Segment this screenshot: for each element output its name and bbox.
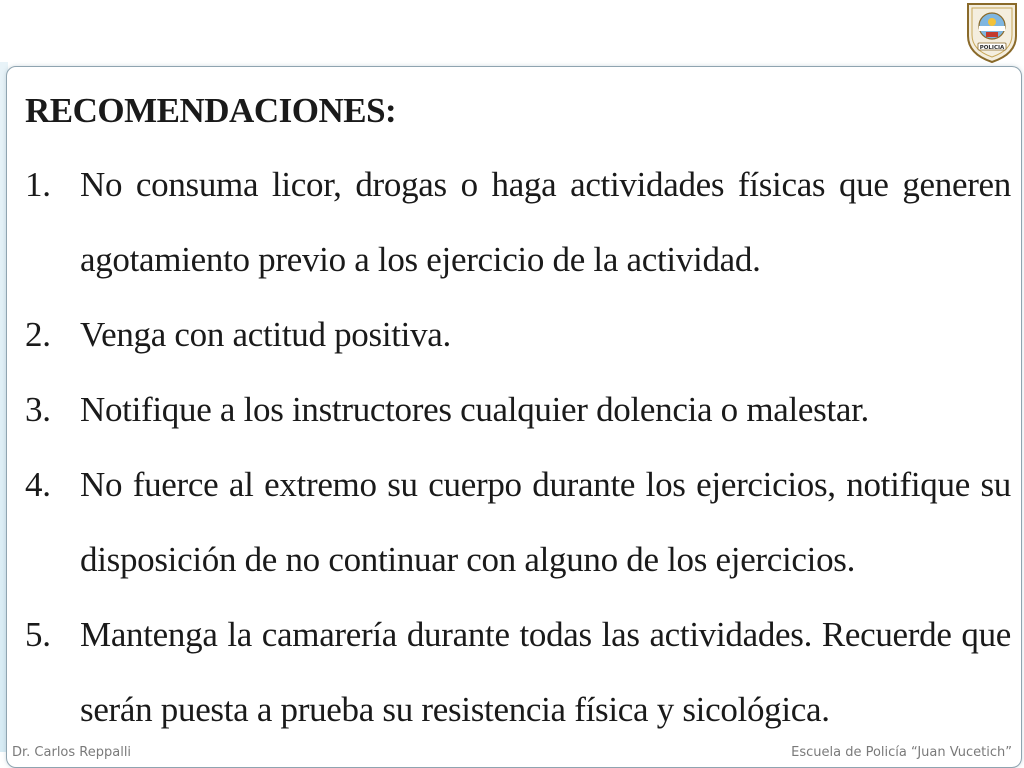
list-item [25, 447, 1015, 597]
list-item [25, 147, 1015, 297]
item-number: 5. [25, 615, 51, 654]
item-number: 2. [25, 315, 51, 354]
police-shield-logo-icon [962, 0, 1022, 64]
footer-author: Dr. Carlos Reppalli [8, 744, 135, 762]
item-text: Notifique a los instructores cualquier dolencia o malestar. [80, 390, 869, 429]
slide-title: RECOMENDACIONES: [25, 91, 397, 130]
item-number: 3. [25, 390, 51, 429]
item-text: No consuma licor, drogas o haga actividades físicas que generen agotamiento previo a los ejercicio de la actividad. [80, 165, 1011, 279]
list-item [25, 297, 1015, 372]
item-number: 4. [25, 465, 51, 504]
slide-top-bar [0, 0, 1024, 66]
list-item [25, 597, 1015, 747]
recommendations-list [25, 147, 1015, 747]
list-item [25, 372, 1015, 447]
content-panel [6, 66, 1022, 768]
footer-institution: Escuela de Policía “Juan Vucetich” [787, 744, 1016, 762]
item-text: Venga con actitud positiva. [80, 315, 451, 354]
item-text: Mantenga la camarería durante todas las actividades. Recuerde que serán puesta a prueba su resistencia física y sicológica. [80, 615, 1011, 729]
item-number: 1. [25, 165, 51, 204]
badge-label: POLICIA [979, 45, 1005, 51]
item-text: No fuerce al extremo su cuerpo durante los ejercicios, notifique su disposición de no continuar con alguno de los ejercicios. [80, 465, 1011, 579]
